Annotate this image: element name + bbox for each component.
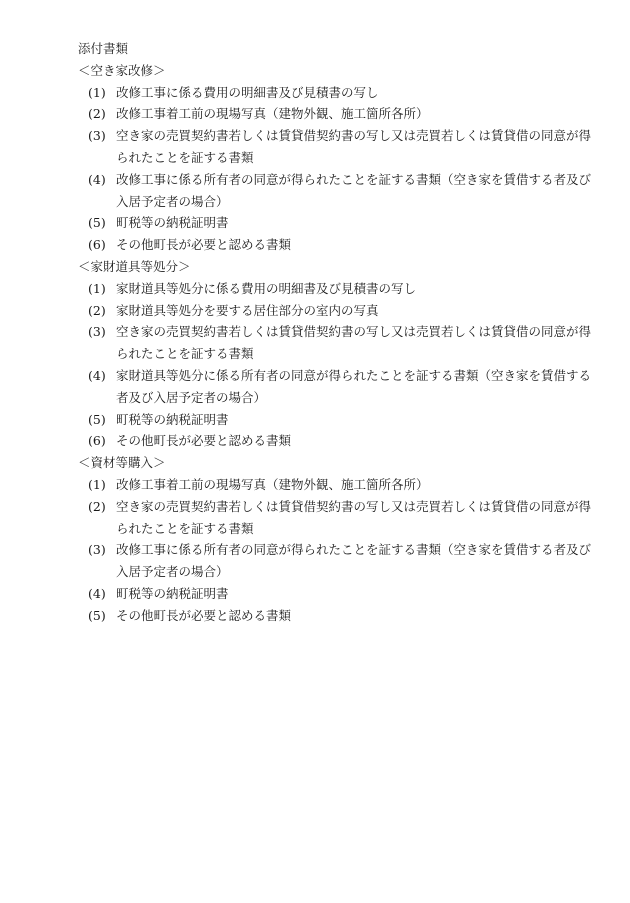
- item-number: (1): [88, 280, 106, 296]
- section-heading: ＜家財道具等処分＞: [78, 258, 191, 274]
- item-number: (6): [88, 433, 106, 449]
- item-number: (5): [88, 411, 106, 427]
- list-item: [78, 278, 598, 300]
- section-vacant-house-renovation: [78, 60, 598, 256]
- list-item: [78, 212, 598, 234]
- item-number: (5): [88, 215, 106, 231]
- item-text: 空き家の売買契約書若しくは賃貸借契約書の写し又は売買若しくは賃貸借の同意が得られたことを証する書類: [116, 128, 592, 165]
- item-text: 家財道具等処分に係る所有者の同意が得られたことを証する書類（空き家を賃借する者及び入居予定者の場合）: [116, 367, 592, 405]
- list-item: [78, 234, 598, 256]
- item-number: (6): [88, 237, 106, 253]
- list-item: [78, 583, 598, 605]
- item-text: 改修工事着工前の現場写真（建物外観、施工箇所各所）: [116, 106, 429, 122]
- item-text: 家財道具等処分に係る費用の明細書及び見積書の写し: [116, 280, 417, 296]
- list-item: [78, 430, 598, 452]
- item-text: 改修工事に係る所有者の同意が得られたことを証する書類（空き家を賃借する者及び入居予定者の場合）: [116, 542, 592, 580]
- item-text: 改修工事着工前の現場写真（建物外観、施工箇所各所）: [116, 476, 429, 492]
- item-text: 家財道具等処分を要する居住部分の室内の写真: [116, 302, 379, 318]
- item-number: (2): [88, 498, 106, 514]
- list-item: [78, 103, 598, 125]
- item-text: 空き家の売買契約書若しくは賃貸借契約書の写し又は売買若しくは賃貸借の同意が得られたことを証する書類: [116, 324, 592, 362]
- item-text: 改修工事に係る所有者の同意が得られたことを証する書類（空き家を賃借する者及び入居予定者の場合）: [116, 171, 592, 209]
- item-text: その他町長が必要と認める書類: [116, 237, 292, 253]
- list-item: [78, 496, 598, 540]
- item-text: 町税等の納税証明書: [116, 215, 229, 231]
- section-household-goods-disposal: [78, 256, 598, 452]
- item-number: (1): [88, 476, 106, 492]
- document-title: 添付書類: [78, 41, 129, 56]
- list-item: [78, 409, 598, 431]
- item-text: 改修工事に係る費用の明細書及び見積書の写し: [116, 84, 379, 100]
- item-number: (3): [88, 542, 106, 558]
- section-heading: ＜資材等購入＞: [78, 455, 166, 471]
- list-item: [78, 321, 598, 365]
- item-text: 町税等の納税証明書: [116, 411, 229, 427]
- list-item: [78, 300, 598, 322]
- item-number: (3): [88, 128, 106, 144]
- list-item: [78, 474, 598, 496]
- section-heading: ＜空き家改修＞: [78, 62, 166, 78]
- item-number: (2): [88, 302, 106, 318]
- item-number: (4): [88, 585, 106, 601]
- item-text: 空き家の売買契約書若しくは賃貸借契約書の写し又は売買若しくは賃貸借の同意が得られたことを証する書類: [116, 498, 592, 536]
- item-text: その他町長が必要と認める書類: [116, 607, 292, 623]
- list-item: [78, 539, 598, 583]
- item-number: (2): [88, 106, 106, 122]
- list-item: [78, 125, 598, 169]
- list-item: [78, 82, 598, 104]
- item-number: (5): [88, 607, 106, 623]
- item-number: (1): [88, 84, 106, 100]
- document-page: [78, 38, 598, 627]
- list-item: [78, 605, 598, 627]
- item-text: 町税等の納税証明書: [116, 585, 229, 601]
- item-text: その他町長が必要と認める書類: [116, 433, 292, 449]
- item-number: (4): [88, 367, 106, 383]
- item-number: (4): [88, 171, 106, 187]
- list-item: [78, 169, 598, 213]
- section-materials-purchase: [78, 452, 598, 626]
- list-item: [78, 365, 598, 409]
- item-number: (3): [88, 324, 106, 340]
